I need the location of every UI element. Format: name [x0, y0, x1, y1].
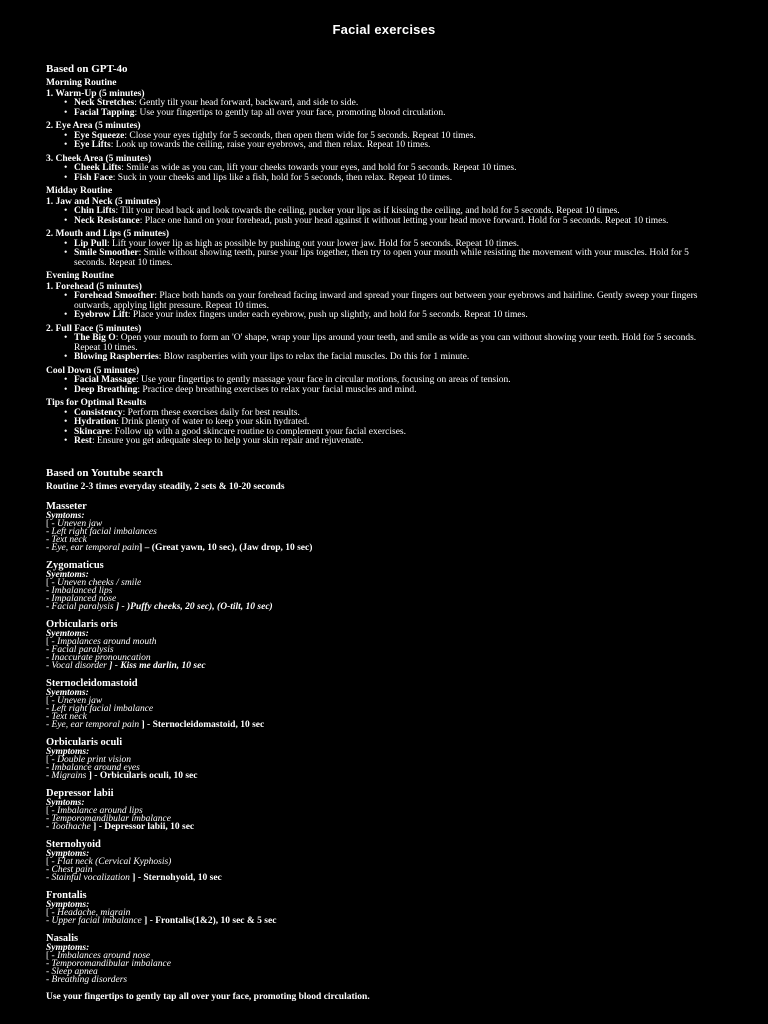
routine-heading: Cool Down (5 minutes) [46, 365, 140, 376]
exercise-list [46, 207, 722, 226]
exercise-item [74, 334, 722, 353]
youtube-subheading: Routine 2-3 times everyday steadily, 2 sets & 10-20 seconds [46, 481, 285, 492]
exercise-description: : Open your mouth to form an 'O' shape, wrap your lips around your teeth, and smile as wide as you can without showing your teeth. Hold for 5 seconds. Repeat 10 times. [74, 333, 697, 353]
symptoms-label: Syemtoms: [46, 569, 89, 580]
symptom-text: - Sleep apnea [46, 966, 98, 977]
exercise-list [46, 334, 722, 363]
exercise-group-heading: 2. Mouth and Lips (5 minutes) [46, 229, 169, 239]
exercise-item [74, 141, 722, 151]
exercise-name: Lip Pull [74, 238, 107, 249]
symptom-text: - Imbalanced lips [46, 585, 113, 596]
symptom-line [46, 772, 722, 780]
muscle-block [46, 501, 722, 552]
symptom-text: - Stainful vocalization [46, 872, 130, 883]
symptoms-label: Symptoms: [46, 942, 90, 953]
muscle-name: Zygomaticus [46, 559, 104, 571]
symptom-text: - Text neck [46, 711, 87, 722]
muscle-block [46, 619, 722, 670]
symptom-text: - Imbalance around lips [51, 805, 143, 816]
symptom-text: - Facial paralysis [46, 644, 114, 655]
exercise-group-heading: 1. Jaw and Neck (5 minutes) [46, 196, 161, 207]
symptom-line [46, 976, 722, 984]
symptom-text: - Toothache [46, 821, 91, 832]
exercise-item [74, 311, 722, 321]
exercise-prescription: ] - Sternocleidomastoid, 10 sec [139, 719, 265, 730]
symptom-text: - Flat neck (Cervical Kyphosis) [51, 856, 172, 867]
symptom-text: - Eye, ear temporal pain [46, 719, 140, 730]
exercise-group-heading: 2. Full Face (5 minutes) [46, 323, 142, 334]
exercise-item [74, 437, 722, 447]
symptom-text: - Uneven cheeks / smile [51, 577, 142, 588]
exercise-description: : Tilt your head back and look towards the ceiling, pucker your lips as if kissing the ceiling, and hold for 5 seconds. Repeat 10 times. [115, 206, 620, 216]
muscle-block [46, 933, 722, 984]
exercise-prescription: ] - Frontalis(1&2), 10 sec & 5 sec [141, 915, 277, 926]
exercise-description: : Gently tilt your head forward, backward, and side to side. [134, 98, 359, 108]
exercise-description: : Perform these exercises daily for best results. [122, 407, 300, 418]
muscle-block [46, 678, 722, 729]
exercise-list [46, 132, 722, 151]
bracket-open: [ [46, 907, 52, 918]
muscle-name: Depressor labii [46, 787, 114, 799]
exercise-name: Neck Stretches [74, 98, 135, 108]
symptoms-label: Syemtoms: [46, 628, 89, 639]
muscle-block [46, 839, 722, 882]
exercise-description: : Blow raspberries with your lips to relax the facial muscles. Do this for 1 minute. [158, 352, 470, 362]
symptom-text: - Temporomandibular imbalance [46, 813, 171, 824]
symptoms-label: Syemtoms: [46, 687, 89, 698]
symptom-line [46, 603, 722, 611]
symptom-line [46, 721, 722, 729]
bracket-open: [ [46, 950, 52, 961]
routine-heading: Evening Routine [46, 271, 114, 281]
symptom-text: - Text neck [46, 534, 87, 545]
symptom-line [46, 544, 722, 552]
exercise-item [74, 353, 722, 363]
exercise-description: : Ensure you get adequate sleep to help your skin repair and rejuvenate. [91, 436, 364, 446]
exercise-description: : Place your index fingers under each eyebrow, push up slightly, and hold for 5 seconds. Repeat 10 times. [127, 310, 528, 320]
symptom-text: - Breathing disorders [46, 974, 128, 985]
symptom-line [46, 579, 722, 587]
muscle-name: Masseter [46, 500, 87, 512]
exercise-name: Eyebrow Lift [74, 310, 128, 320]
exercise-name: Hydration [74, 417, 117, 427]
symptom-line [46, 638, 722, 646]
symptom-line [46, 705, 722, 713]
symptom-text: - Migrains [46, 770, 87, 781]
bracket-open: [ [46, 754, 52, 765]
exercise-name: The Big O [74, 333, 116, 343]
symptom-text: - Facial paralysis [46, 601, 114, 612]
youtube-heading: Based on Youtube search [46, 466, 164, 479]
symptom-line [46, 917, 722, 925]
exercise-name: Cheek Lifts [74, 163, 122, 173]
symptom-text: - Chest pain [46, 864, 93, 875]
exercise-name: Deep Breathing [74, 384, 138, 395]
symptom-line [46, 874, 722, 882]
exercise-description: : Smile as wide as you can, lift your cheeks towards your eyes, and hold for 5 seconds. Repeat 10 times. [121, 163, 517, 173]
exercise-name: Consistency [74, 407, 123, 418]
exercise-name: Facial Massage [74, 375, 137, 385]
exercise-item [74, 174, 722, 184]
symptoms-label: Symptoms: [46, 746, 90, 757]
exercise-group-heading: 3. Cheek Area (5 minutes) [46, 153, 152, 164]
exercise-description: : Drink plenty of water to keep your skin hydrated. [116, 417, 310, 427]
exercise-name: Facial Tapping [74, 107, 135, 118]
symptom-text: - Impalanced nose [46, 593, 117, 604]
routine-heading: Midday Routine [46, 186, 113, 196]
bracket-open: [ [46, 636, 52, 647]
exercise-description: : Use your fingertips to gently tap all over your face, promoting blood circulation. [134, 107, 446, 118]
bracket-open: [ [46, 856, 52, 867]
symptom-text: - Upper facial imbalance [46, 915, 142, 926]
exercise-list [46, 292, 722, 321]
symptoms-label: Symptoms: [46, 848, 90, 859]
exercise-prescription: ] - Orbicularis oculi, 10 sec [86, 770, 198, 781]
exercise-list [46, 240, 722, 269]
symptoms-label: Symptoms: [46, 899, 90, 910]
symptom-line [46, 968, 722, 976]
symptom-text: - Left right facial imbalance [46, 703, 154, 714]
symptoms-label: Symtoms: [46, 797, 85, 808]
exercise-name: Fish Face [74, 172, 113, 183]
symptom-line [46, 858, 722, 866]
exercise-item [74, 109, 722, 119]
exercise-description: : Smile without showing teeth, purse your lips together, then try to open your mouth while resisting the movement with your muscles. Hold for 5 seconds. Repeat 10 times. [74, 248, 689, 268]
exercise-prescription: ] - Depressor labii, 10 sec [90, 821, 195, 832]
symptom-text: - Impalances around mouth [51, 636, 157, 647]
exercise-prescription: ] – (Great yawn, 10 sec), (Jaw drop, 10 sec) [139, 542, 313, 553]
exercise-description: : Place both hands on your forehead facing inward and spread your fingers out between your eyebrows and hairline. Gently sweep your fingers outwards, applying light pressure. Repeat 10 times. [74, 291, 698, 311]
youtube-section [46, 467, 722, 1002]
page-title: Facial exercises [332, 22, 436, 37]
bracket-open: [ [46, 577, 52, 588]
exercise-description: : Suck in your cheeks and lips like a fish, hold for 5 seconds, then relax. Repeat 10 times. [112, 172, 453, 183]
youtube-body [46, 501, 722, 984]
exercise-list [46, 376, 722, 395]
exercise-item [74, 217, 722, 227]
bracket-open: [ [46, 805, 52, 816]
exercise-description: : Use your fingertips to gently massage your face in circular motions, focusing on areas of tension. [136, 375, 511, 385]
exercise-item [74, 249, 722, 268]
exercise-list [46, 164, 722, 183]
gpt-body [46, 78, 722, 447]
symptom-text: - Inaccurate pronouncation [46, 652, 151, 663]
muscle-name: Sternocleidomastoid [46, 677, 138, 689]
symptom-text: - Vocal disorder [46, 660, 107, 671]
exercise-prescription: ] - Kiss me darlin, 10 sec [106, 660, 206, 671]
gpt-heading: Based on GPT-4o [46, 63, 128, 75]
muscle-block [46, 737, 722, 780]
exercise-group-heading: 1. Warm-Up (5 minutes) [46, 88, 145, 99]
exercise-description: : Place one hand on your forehead, push your head against it without letting your head move forward. Hold for 5 seconds. Repeat 10 times. [139, 215, 669, 226]
symptom-text: - Headache, migrain [51, 907, 131, 918]
exercise-name: Eye Squeeze [74, 130, 125, 141]
symptom-text: - Uneven jaw [51, 695, 103, 706]
exercise-name: Neck Resistance [74, 215, 140, 226]
exercise-prescription: ] - )Puffy cheeks, 20 sec), (O-tilt, 10 sec) [113, 601, 273, 612]
symptom-line [46, 756, 722, 764]
muscle-block [46, 560, 722, 611]
muscle-name: Orbicularis oris [46, 618, 118, 630]
exercise-name: Skincare [74, 426, 110, 437]
muscle-name: Orbicularis oculi [46, 736, 123, 748]
exercise-name: Rest [74, 436, 92, 446]
exercise-name: Chin Lifts [74, 206, 116, 216]
exercise-list [46, 409, 722, 447]
exercise-description: : Lift your lower lip as high as possible by pushing out your lower jaw. Hold for 5 seconds. Repeat 10 times. [107, 238, 520, 249]
exercise-name: Smile Smoother [74, 248, 139, 258]
bracket-open: [ [46, 518, 52, 529]
exercise-description: : Practice deep breathing exercises to relax your facial muscles and mind. [137, 384, 417, 395]
symptoms-label: Symtoms: [46, 510, 85, 521]
exercise-list [46, 99, 722, 118]
symptom-line [46, 662, 722, 670]
exercise-item [74, 292, 722, 311]
muscle-name: Frontalis [46, 889, 87, 901]
symptom-text: - Temporomandibular imbalance [46, 958, 171, 969]
symptom-line [46, 528, 722, 536]
exercise-description: : Look up towards the ceiling, raise your eyebrows, and then relax. Repeat 10 times. [110, 140, 431, 150]
muscle-block [46, 890, 722, 925]
exercise-name: Eye Lifts [74, 140, 111, 150]
symptom-line [46, 823, 722, 831]
exercise-group-heading: 2. Eye Area (5 minutes) [46, 121, 141, 131]
exercise-description: : Close your eyes tightly for 5 seconds, then open them wide for 5 seconds. Repeat 10 times. [124, 130, 476, 141]
routine-heading: Morning Routine [46, 78, 117, 88]
symptom-text: - Uneven jaw [51, 518, 103, 529]
gpt-section [46, 63, 722, 447]
symptom-text: - Imbalances around nose [51, 950, 151, 961]
symptom-text: - Eye, ear temporal pain [46, 542, 140, 553]
symptom-text: - Left right facial imbalances [46, 526, 157, 537]
symptom-text: - Double print vision [51, 754, 131, 765]
exercise-name: Blowing Raspberries [74, 352, 159, 362]
exercise-group-heading: 1. Forehead (5 minutes) [46, 281, 142, 292]
symptom-text: - Imbalance around eyes [46, 762, 140, 773]
routine-heading: Tips for Optimal Results [46, 398, 147, 408]
symptom-line [46, 960, 722, 968]
exercise-item [74, 386, 722, 396]
bracket-open: [ [46, 695, 52, 706]
muscle-name: Sternohyoid [46, 838, 101, 850]
symptom-line [46, 587, 722, 595]
muscle-name: Nasalis [46, 932, 79, 944]
exercise-name: Forehead Smoother [74, 291, 155, 301]
exercise-prescription: ] - Sternohyoid, 10 sec [129, 872, 222, 883]
final-note: Use your fingertips to gently tap all over your face, promoting blood circulation. [46, 991, 370, 1002]
exercise-description: : Follow up with a good skincare routine to complement your facial exercises. [109, 426, 406, 437]
muscle-block [46, 788, 722, 831]
